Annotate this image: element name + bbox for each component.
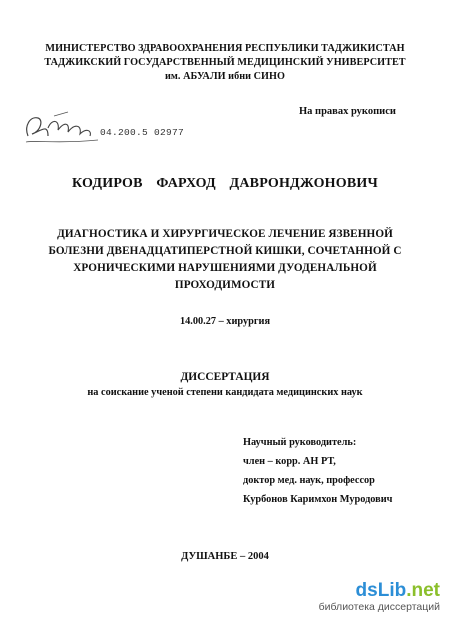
advisor-heading: Научный руководитель: [243, 437, 357, 448]
author-name: КОДИРОВ ФАРХОД ДАВРОНДЖОНОВИЧ [72, 176, 378, 191]
degree-line: на соискание ученой степени кандидата медицинских наук [87, 387, 363, 398]
watermark-logo-part1: dsLib [355, 580, 407, 601]
rights-note: На правах рукописи [299, 106, 396, 117]
advisor-title-line-1: член – корр. АН РТ, [243, 456, 336, 467]
university-line: ТАДЖИКСКИЙ ГОСУДАРСТВЕННЫЙ МЕДИЦИНСКИЙ УНИВЕРСИТЕТ [44, 57, 406, 68]
ministry-line: МИНИСТЕРСТВО ЗДРАВООХРАНЕНИЯ РЕСПУБЛИКИ ТАДЖИКИСТАН [45, 43, 405, 54]
watermark-subtitle: библиотека диссертаций [318, 601, 440, 613]
specialty-code: 14.00.27 – хирургия [179, 316, 271, 327]
title-line-2: БОЛЕЗНИ ДВЕНАДЦАТИПЕРСТНОЙ КИШКИ, СОЧЕТАННОЙ С [48, 245, 402, 257]
advisor-title-line-2: доктор мед. наук, профессор [243, 475, 375, 486]
city-year: ДУШАНБЕ – 2004 [181, 551, 269, 562]
archive-stamp-number: 04.200.5 02977 [100, 127, 185, 138]
document-type: ДИССЕРТАЦИЯ [180, 371, 270, 383]
title-line-1: ДИАГНОСТИКА И ХИРУРГИЧЕСКОЕ ЛЕЧЕНИЕ ЯЗВЕННОЙ [57, 228, 393, 240]
named-after-line: им. АБУАЛИ ибни СИНО [165, 71, 285, 82]
watermark-logo [319, 581, 440, 601]
watermark-logo-part2: .net [406, 580, 440, 601]
dslib-watermark [319, 581, 440, 613]
title-line-4: ПРОХОДИМОСТИ [174, 279, 276, 291]
title-line-3: ХРОНИЧЕСКИМИ НАРУШЕНИЯМИ ДУОДЕНАЛЬНОЙ [73, 262, 377, 274]
advisor-name: Курбонов Каримхон Муродович [243, 494, 393, 505]
handwritten-signature [18, 106, 108, 152]
